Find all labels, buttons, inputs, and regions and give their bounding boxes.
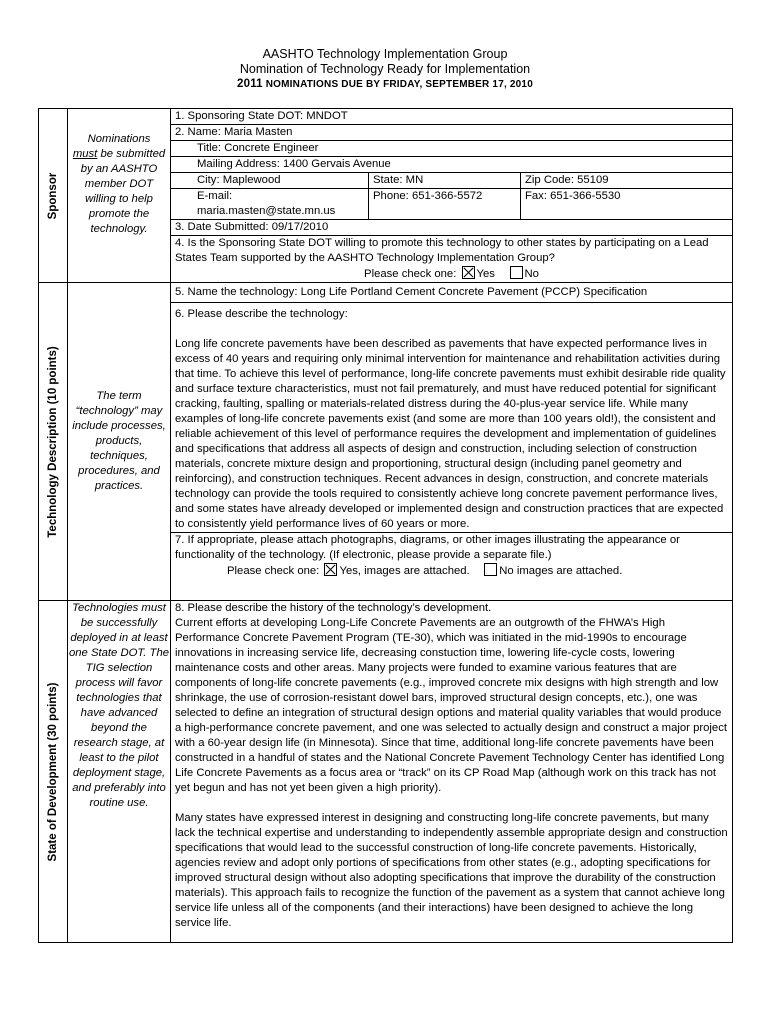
q2-row	[171, 125, 732, 141]
development-note: Technologies must be successfully deployed in at least one State DOT. The TIG selection process will favor technologies that have advanced beyond the research stage, at least to the pilot deployment stage, and preferably into routine use.	[68, 601, 171, 943]
q4-choice: Please check one: Yes No	[364, 268, 539, 280]
sponsor-section-label: Sponsor	[39, 109, 68, 283]
address-field: Mailing Address: 1400 Gervais Avenue	[171, 157, 732, 173]
state-field: State: MN	[368, 173, 520, 188]
technology-content	[171, 283, 733, 601]
q7-row	[171, 533, 732, 579]
city-row	[171, 173, 732, 189]
q4-yes-checkbox[interactable]	[462, 266, 475, 279]
header-deadline: NOMINATIONS DUE BY FRIDAY, SEPTEMBER 17, 2010	[262, 79, 533, 90]
email-field: E-mail: maria.masten@state.mn.us	[197, 190, 336, 217]
phone-field: Phone: 651-366-5572	[368, 189, 520, 219]
development-content	[171, 601, 733, 943]
header-line-2: Nomination of Technology Ready for Implementation	[239, 62, 531, 76]
header-line-3	[0, 77, 770, 92]
development-section-label: State of Development (30 points)	[39, 601, 68, 943]
q4-question: 4. Is the Sponsoring State DOT willing to promote this technology to other states by participating on a Lead States Team supported by the AASHTO Technology Implementation Group?	[175, 237, 709, 264]
zip-field: Zip Code: 55109	[520, 173, 732, 188]
q4-row	[171, 236, 732, 282]
q8-question: 8. Please describe the history of the technology’s development.	[175, 602, 492, 614]
q7-choice: Please check one: Yes, images are attached. No images are attached.	[227, 565, 623, 577]
q6-answer: Long life concrete pavements have been described as pavements that have expected performance lives in excess of 40 years and requiring only minimal intervention for maintenance and rehabilitation activities during that time. To achieve this level of performance, long-life concrete pavements must exhibit desirable ride quality and surface texture characteristics, must not fail prematurely, and must have reduced potential for significant cracking, faulting, spalling or materials-related distress during the 40-plus-year service life. While many examples of long-life concrete pavements exist (and some are more than 100 years old!), the consistent and reliable achievement of this level of performance requires the development and implementation of guidelines and specifications that address all aspects of design and construction, including selection of construction materials, concrete mixture design and proportioning, structural design (including panel geometry and reinforcing), and construction techniques. Recent advances in design, construction, and concrete materials technology can provide the tools required to consistently achieve long concrete pavement performance lives, and some states have already developed or implemented design and construction practices that are expected to consistently yield performance lives of 60 years or more.	[175, 338, 726, 530]
q8-paragraph-1: Current efforts at developing Long-Life Concrete Pavements are an outgrowth of the FHWA’s High Performance Concrete Pavement Program (TE-30), which was initiated in the mid-1990s to encourage innovations in increasing service life, decreasing constuction time, lowering life-cycle costs, lowering maintenance costs and other areas. Many projects were funded to examine various features that are components of long-life concrete pavements (e.g., improved concrete mix designs with high strength and low shrinkage, the use of corrosion-resistant dowel bars, improved structural design concepts, etc.), one was selected to define an integration of structural design options and material quality variables that would produce a high-performance concrete pavement, and one was selected to actually design and construct a major project with a 60-year design life (in Minnesota). Since that time, additional long-life concrete pavements have been constructed in a handful of states and the National Concrete Pavement Technology Center has identified Long Life Concrete Pavements as a focus area or “track” on its CP Road Map (although work on this track has not yet begun and has not yet been given a high priority).	[175, 617, 727, 794]
header-year: 2011	[237, 78, 263, 90]
nomination-form	[38, 108, 733, 943]
document-header	[0, 47, 770, 92]
q5-row: 5. Name the technology: Long Life Portland Cement Concrete Pavement (PCCP) Specification	[171, 283, 732, 303]
q8-row	[171, 601, 732, 931]
title-field: Title: Concrete Engineer	[171, 141, 732, 157]
date-submitted-field: 3. Date Submitted: 09/17/2010	[171, 220, 732, 236]
q7-yes-checkbox[interactable]	[324, 563, 337, 576]
technology-note: The term “technology” may include processes, products, techniques, procedures, and practices.	[68, 283, 171, 601]
city-field: City: Maplewood	[197, 174, 281, 186]
q8-paragraph-2: Many states have expressed interest in designing and constructing long-life concrete pavements, but many lack the technical expertise and understanding to independently assemble appropriate design and construction specifications that would lead to the successful construction of long-life concrete pavements. Historically, agencies review and adopt only portions of specifications from other states (e.g., adopting specifications for improved structural design without also adopting specifications that improve the durability of the construction materials). This approach fails to recognize the function of the pavement as a system that cannot achieve long service life unless all of the components (and their interactions) have been designed to achieve the long service life.	[175, 812, 728, 929]
technology-section-label: Technology Description (10 points)	[39, 283, 68, 601]
contact-row	[171, 189, 732, 220]
sponsor-note: Nominations must be submitted by an AASHTO member DOT willing to help promote the technology.	[68, 109, 171, 283]
sponsor-content	[171, 109, 733, 283]
q4-no-checkbox[interactable]	[510, 266, 523, 279]
q7-question: 7. If appropriate, please attach photographs, diagrams, or other images illustrating the appearance or functionality of the technology. (If electronic, please provide a separate file.)	[175, 534, 680, 561]
fax-field: Fax: 651-366-5530	[520, 189, 732, 219]
header-line-1: AASHTO Technology Implementation Group	[262, 47, 508, 61]
q6-question: 6. Please describe the technology:	[175, 308, 348, 320]
name-field: 2. Name: Maria Masten	[175, 126, 293, 138]
q6-row	[171, 303, 732, 533]
q7-no-checkbox[interactable]	[484, 563, 497, 576]
q1-row: 1. Sponsoring State DOT: MNDOT	[171, 109, 732, 125]
